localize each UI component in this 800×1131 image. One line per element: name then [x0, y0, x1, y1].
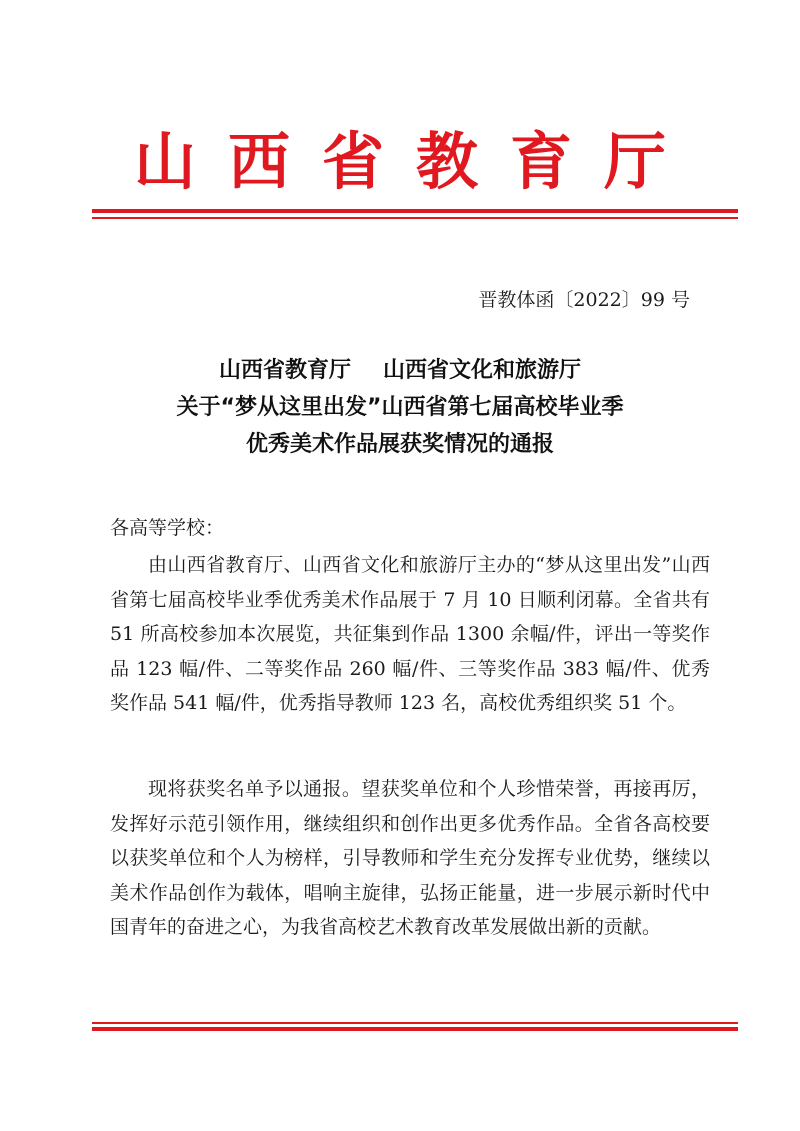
title-issuer-2: 山西省文化和旅游厅 [383, 358, 582, 383]
body-paragraph-1: 由山西省教育厅、山西省文化和旅游厅主办的“梦从这里出发”山西省第七届高校毕业季优秀美术作品展于 7 月 10 日顺利闭幕。全省共有 51 所高校参加本次展览，共征集到作品 1300 余幅/件，评出一等奖作品 123 幅/件、二等奖作品 260 幅/件、三等奖作品 383 幅/件、优秀奖作品 541 幅/件，优秀指导教师 123 名，高校优秀组织奖 51 个。 [110, 554, 710, 714]
body-paragraph-2: 现将获奖名单予以通报。望获奖单位和个人珍惜荣誉，再接再厉，发挥好示范引领作用，继续组织和创作出更多优秀作品。全省各高校要以获奖单位和个人为榜样，引导教师和学生充分发挥专业优势，继续以美术作品创作为载体，唱响主旋律，弘扬正能量，进一步展示新时代中国青年的奋进之心，为我省高校艺术教育改革发展做出新的贡献。 [110, 778, 710, 938]
document-title [0, 352, 800, 463]
masthead-title: 山西省教育厅 [133, 125, 698, 198]
bottom-red-rule-thick [92, 1027, 738, 1031]
title-line-3: 优秀美术作品展获奖情况的通报 [245, 432, 554, 457]
title-issuer-1: 山西省教育厅 [218, 358, 351, 383]
bottom-red-rule-thin [92, 1022, 738, 1024]
title-issuers [0, 352, 800, 389]
salutation: 各高等学校： [110, 517, 225, 539]
top-red-rule-thin [92, 217, 738, 219]
document-number: 晋教体函〔2022〕99 号 [478, 289, 690, 311]
title-line-2: 关于“梦从这里出发”山西省第七届高校毕业季 [176, 395, 624, 420]
top-red-rule-thick [92, 209, 738, 213]
